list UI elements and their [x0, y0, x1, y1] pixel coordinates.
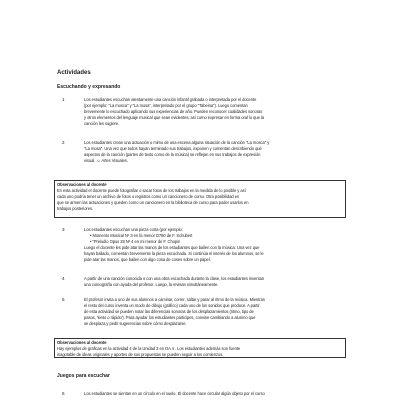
- item-1-line: (por ejemplo: "La mosca" y "La mosa", interpretado por el grupo "Tabeina"). Luego comentan: [84, 103, 248, 109]
- item-number-6: 6: [62, 391, 65, 396]
- item-5-line: de esta actividad se pueden notar las diferencias sonoras de los desplazamientos (ritmo, tipo de: [84, 309, 254, 315]
- item-1-line: brevemente lo escuchado aplicando sus experiencias de año. Pueden reconocer cualidades sonoras: [84, 109, 263, 115]
- item-5-text: [84, 297, 346, 327]
- item-2-text: [84, 140, 346, 164]
- observation-line: En esta actividad el docente puede fotografiar o sacar fotos de los trabajos en la medida de lo posible y así: [57, 188, 246, 194]
- item-1-line: canción les sugiere.: [84, 121, 120, 127]
- section-heading-juegos: Juegos para escuchar: [57, 373, 110, 379]
- item-5-line: El profesor invita a uno de sus alumnos a caminar, correr, saltar y parar al ritmo de la música. Mientras: [84, 297, 265, 302]
- item-2-line: aspectos de la canción (partes de texto como de la música) se reflejan en sus trabajos de expresión: [84, 152, 261, 158]
- item-number-1: 1: [62, 97, 65, 102]
- observation-box-1: [54, 180, 346, 218]
- item-3-line: hayan bailado, comentan brevemente la pieza escuchada. Si continúa el interés de los alumnos, se le: [84, 251, 264, 257]
- observation-line: cada uno podría tener un archivo de fotos o registros como un cancionero de curso. Otra posibilidad es: [57, 194, 239, 200]
- item-number-5: 5: [62, 297, 65, 302]
- item-2-line: "La mosa". Una vez que todos hayan terminado sus trabajos, exponen y comentan describiendo qué: [84, 146, 262, 152]
- item-3-line: Luego el docente les pide atar las manos de los estudiantes que bailen con la música. Una vez que: [84, 245, 260, 251]
- item-6-line: Los estudiantes se sientan en un círculo en el suelo. El docente hace circular algún objeto por el curso: [84, 391, 265, 396]
- item-number-4: 4: [62, 276, 65, 281]
- item-5-line: el resto del curso inventa un modo de dibujo (gráfico) cada uno de los sonidos que produce. A partir: [84, 303, 260, 309]
- item-1-line: Los estudiantes escuchan atentamente una canción infantil grabada o interpretada por el docente: [84, 97, 257, 102]
- item-number-2: 2: [62, 140, 65, 145]
- item-3-line: pide atar las manos, que bailen con algo cosa de coses sobre un papel.: [84, 257, 211, 263]
- item-number-3: 3: [62, 227, 65, 232]
- item-3-bullet: • "Preludio Opus 28 Nº 4 en mi menor de F. Chopin: [90, 239, 181, 245]
- item-1-line: y otros elementos del lenguaje musical que sean evidentes; así como expresar en forma oral lo que la: [84, 115, 265, 121]
- section-heading-escuchando: Escuchando y expresando: [57, 84, 121, 90]
- observation-line: que se armen las actuaciones y queden como un cancionero en la biblioteca de curso para poder usarlos en: [57, 200, 249, 206]
- item-3-text: [84, 227, 346, 264]
- item-3-bullet: • Momento Musical Nº 3 en fa menor D780 de F. Schubert: [90, 233, 193, 239]
- item-5-line: se desplaza y pedir sugerencias sobre cómo desplazarse.: [84, 321, 187, 327]
- item-4-text: [84, 276, 346, 288]
- item-2-line: visual. ☺ Artes Visuales.: [84, 158, 128, 164]
- item-4-line: A partir de una canción conocida o con una obra escuchada durante la clase, los estudiantes inventan: [84, 276, 265, 281]
- item-4-line: una coreografía con ayuda del profesor. Luego, la revisan simultáneamente.: [84, 282, 219, 288]
- observation-line: inagotable de ideas originales y aportes de sus propuestas se pueden seguir a los comienzos.: [57, 352, 224, 358]
- item-3-line: Los estudiantes escuchan una pieza corta (por ejemplo:: [84, 227, 183, 232]
- observation-line: Hay ejemplos de graficas en la actividad 4 de la Unidad 3 en OA 4 . Los estudiantes además son fuente: [57, 346, 241, 352]
- item-1-text: [84, 97, 346, 127]
- page-title: Actividades: [57, 70, 91, 76]
- observation-box-2: [54, 338, 346, 358]
- item-6-text: [84, 391, 346, 397]
- observation-title: Observaciones al docente: [57, 182, 107, 187]
- item-2-line: Los estudiantes crean una actuación o mimo de una escena alguna situación de la canción "La mosca" y: [84, 140, 270, 145]
- observation-line: trabajos posteriores.: [57, 206, 94, 212]
- observation-title: Observaciones al docente: [57, 340, 107, 345]
- item-5-line: pasos, 'lento o rápido'). Para ayudar los estudiantes participes, convine cambiando a alumno que: [84, 315, 256, 321]
